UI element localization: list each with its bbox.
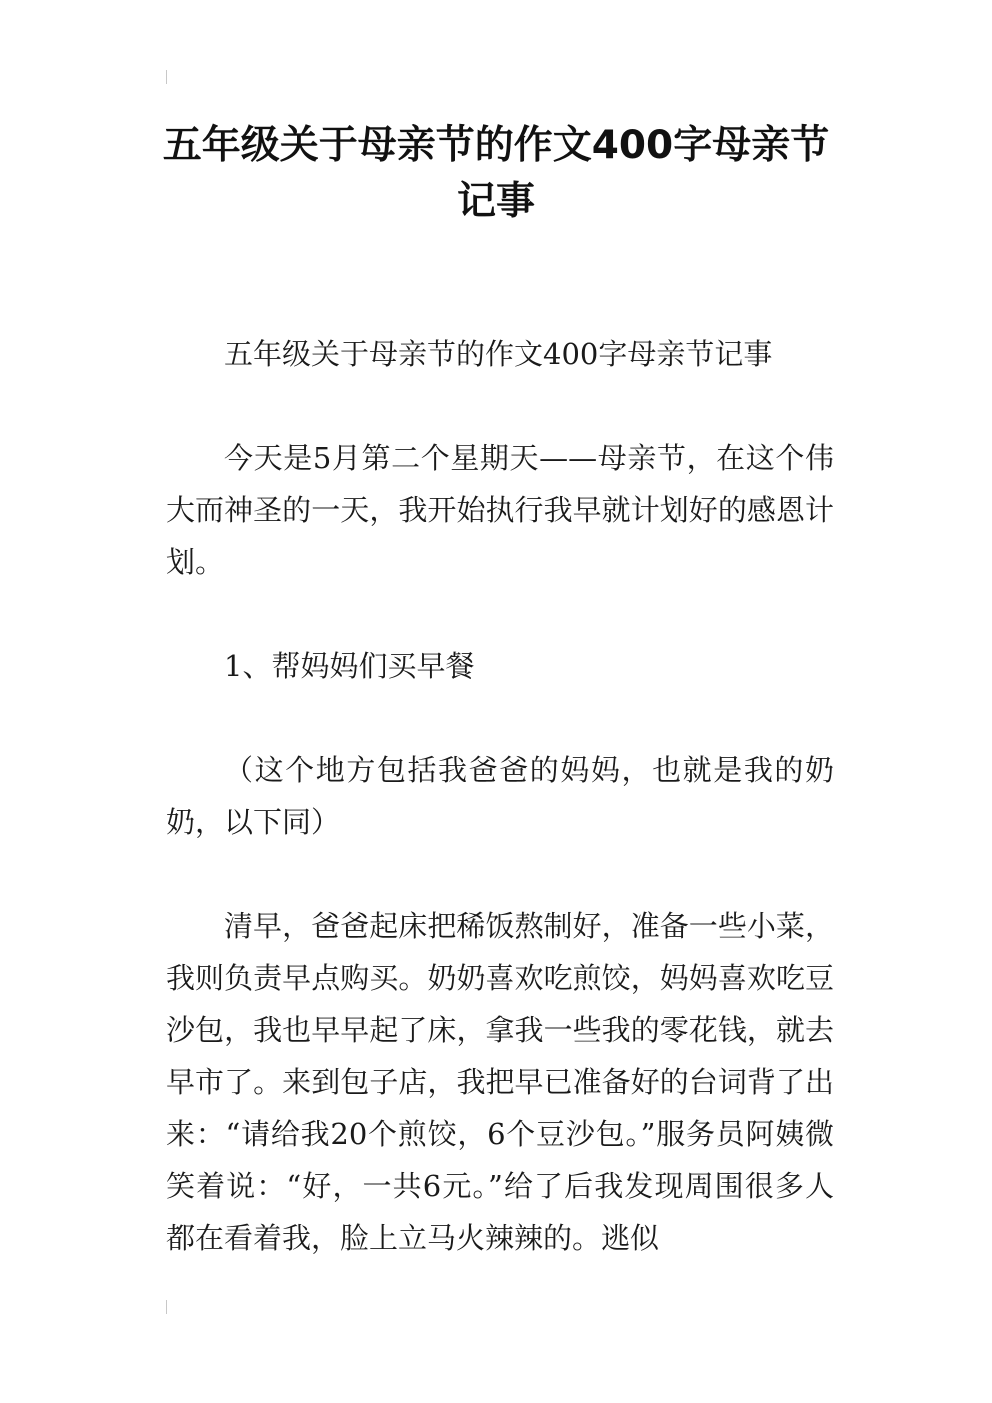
paragraph-note: （这个地方包括我爸爸的妈妈，也就是我的奶奶，以下同） bbox=[166, 753, 834, 839]
document-body bbox=[166, 328, 834, 1316]
paragraph-intro: 今天是5月第二个星期天——母亲节，在这个伟大而神圣的一天，我开始执行我早就计划好的感恩计划。 bbox=[166, 441, 834, 579]
paragraph-morning: 清早，爸爸起床把稀饭熬制好，准备一些小菜，我则负责早点购买。奶奶喜欢吃煎饺，妈妈喜欢吃豆沙包，我也早早起了床，拿我一些我的零花钱，就去早市了。来到包子店，我把早已准备好的台词背了出来：“请给我20个煎饺，6个豆沙包。”服务员阿姨微笑着说：“好，一共6元。”给了后我发现周围很多人都在看着我，脸上立马火辣辣的。逃似 bbox=[166, 909, 834, 1255]
document-subtitle: 五年级关于母亲节的作文400字母亲节记事 bbox=[224, 337, 773, 371]
page-corner-mark-top bbox=[166, 70, 167, 84]
section-heading-1: 1、帮妈妈们买早餐 bbox=[224, 649, 475, 683]
page-corner-mark-bottom bbox=[166, 1300, 167, 1314]
document-title: 五年级关于母亲节的作文400字母亲节记事 bbox=[162, 123, 830, 224]
